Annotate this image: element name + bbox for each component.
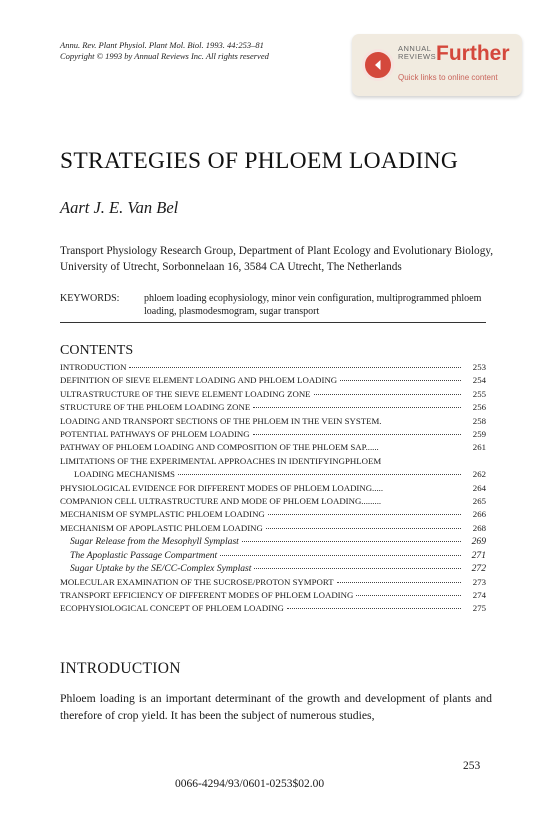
toc-subentry[interactable] (60, 549, 486, 562)
toc-entry-page: 262 (472, 469, 486, 480)
toc-entry[interactable] (60, 388, 486, 401)
toc-entry[interactable] (60, 602, 486, 615)
toc-leader-dots (314, 394, 461, 395)
toc-entry-label: PHYSIOLOGICAL EVIDENCE FOR DIFFERENT MODES OF PHLOEM LOADING..... (60, 482, 384, 493)
badge-annual-text: ANNUAL (398, 44, 432, 53)
toc-entry-page: 253 (472, 362, 486, 372)
article-title: STRATEGIES OF PHLOEM LOADING (60, 148, 459, 174)
page-number: 253 (463, 760, 481, 772)
toc-subentry[interactable] (60, 562, 486, 575)
toc-entry-label: COMPANION CELL ULTRASTRUCTURE AND MODE OF PHLOEM LOADING......... (60, 496, 382, 507)
toc-entry-page: 265 (472, 496, 486, 507)
toc-entry-label: The Apoplastic Passage Compartment (70, 549, 218, 561)
toc-entry-page: 256 (472, 402, 486, 413)
further-reviews-badge[interactable] (352, 34, 522, 96)
toc-entry-label: LOADING MECHANISMS (74, 469, 175, 480)
toc-entry-label: LIMITATIONS OF THE EXPERIMENTAL APPROACHES IN IDENTIFYINGPHLOEM (60, 455, 382, 466)
toc-leader-dots (340, 380, 461, 381)
toc-entry-page: 273 (472, 576, 486, 587)
toc-entry-label: MECHANISM OF APOPLASTIC PHLOEM LOADING (60, 522, 263, 533)
toc-entry-label: Sugar Release from the Mesophyll Symplast (70, 536, 239, 548)
toc-entry-label: PATHWAY OF PHLOEM LOADING AND COMPOSITION OF THE PHLOEM SAP...... (60, 442, 379, 453)
toc-leader-dots (178, 474, 461, 475)
toc-leader-dots (253, 434, 461, 435)
toc-entry-page: 266 (472, 509, 486, 520)
toc-entry[interactable] (60, 508, 486, 521)
toc-entry[interactable] (60, 482, 486, 495)
badge-reviews-text: REVIEWS (398, 52, 437, 61)
toc-entry-page: 255 (472, 388, 486, 399)
table-of-contents (60, 361, 486, 616)
toc-entry-page: 274 (472, 589, 486, 600)
toc-entry-page: 254 (472, 375, 486, 386)
contents-heading: CONTENTS (60, 343, 134, 358)
keywords-block (60, 292, 486, 323)
introduction-body: Phloem loading is an important determinant of the growth and development of plants and therefore of crop yield. It has been the subject of numerous studies, (60, 692, 492, 722)
toc-entry-page: 258 (472, 415, 486, 426)
introduction-heading: INTRODUCTION (60, 660, 181, 677)
toc-entry[interactable] (60, 589, 486, 602)
toc-leader-dots (253, 407, 461, 408)
keywords-label: KEYWORDS: (60, 293, 120, 304)
copyright-line: Copyright © 1993 by Annual Reviews Inc. All rights reserved (60, 51, 269, 61)
toc-entry-page: 275 (472, 603, 486, 614)
toc-entry[interactable] (60, 441, 486, 454)
toc-entry-page: 268 (472, 522, 486, 533)
toc-leader-dots (129, 367, 461, 368)
badge-further-text: Further (436, 42, 510, 65)
toc-leader-dots (254, 568, 461, 569)
toc-entry-label: ULTRASTRUCTURE OF THE SIEVE ELEMENT LOADING ZONE (60, 388, 311, 399)
toc-entry[interactable] (60, 522, 486, 535)
arrow-left-icon (362, 49, 394, 81)
toc-entry[interactable] (60, 428, 486, 441)
keywords-text: phloem loading ecophysiology, minor vein configuration, multiprogrammed phloem loading, plasmodesmogram, sugar transport (144, 293, 482, 317)
toc-entry-page: 272 (471, 563, 486, 575)
author-affiliation: Transport Physiology Research Group, Department of Plant Ecology and Evolutionary Biology, University of Utrecht, Sorbonnelaan 16, 3584 CA Utrecht, The Netherlands (60, 245, 494, 273)
toc-entry-label: INTRODUCTION (60, 362, 127, 372)
toc-leader-dots (266, 528, 461, 529)
toc-entry[interactable] (60, 495, 486, 508)
toc-entry-page: 271 (471, 549, 486, 561)
toc-entry-label: MOLECULAR EXAMINATION OF THE SUCROSE/PROTON SYMPORT (60, 576, 334, 587)
toc-entry[interactable] (60, 576, 486, 589)
article-code: 0066-4294/93/0601-0253$02.00 (175, 778, 325, 790)
toc-entry-page: 269 (471, 536, 486, 548)
toc-leader-dots (287, 608, 461, 609)
toc-entry[interactable] (60, 468, 486, 481)
toc-entry-label: POTENTIAL PATHWAYS OF PHLOEM LOADING (60, 429, 250, 440)
badge-tagline[interactable]: Quick links to online content (398, 73, 498, 82)
toc-entry[interactable] (60, 415, 486, 428)
journal-citation-line: Annu. Rev. Plant Physiol. Plant Mol. Biol. 1993. 44:253–81 (60, 40, 264, 50)
toc-entry-label: Sugar Uptake by the SE/CC-Complex Symplast (70, 563, 252, 575)
badge-annual-reviews-label (398, 45, 436, 61)
toc-entry-label: DEFINITION OF SIEVE ELEMENT LOADING AND PHLOEM LOADING (60, 375, 338, 386)
toc-entry-label: STRUCTURE OF THE PHLOEM LOADING ZONE (60, 402, 251, 413)
toc-leader-dots (220, 555, 461, 556)
toc-entry-label: LOADING AND TRANSPORT SECTIONS OF THE PHLOEM IN THE VEIN SYSTEM. (60, 415, 382, 426)
toc-entry-page: 259 (472, 429, 486, 440)
toc-leader-dots (337, 582, 461, 583)
toc-subentry[interactable] (60, 535, 486, 548)
toc-entry-label: MECHANISM OF SYMPLASTIC PHLOEM LOADING (60, 509, 265, 520)
toc-entry[interactable] (60, 401, 486, 414)
toc-leader-dots (356, 595, 461, 596)
toc-entry[interactable] (60, 455, 486, 468)
toc-entry[interactable] (60, 374, 486, 387)
journal-citation (60, 40, 269, 62)
toc-leader-dots (268, 514, 461, 515)
toc-entry[interactable] (60, 361, 486, 374)
toc-entry-label: TRANSPORT EFFICIENCY OF DIFFERENT MODES OF PHLOEM LOADING (60, 589, 354, 600)
toc-leader-dots (242, 541, 461, 542)
toc-entry-page: 264 (472, 482, 486, 493)
toc-entry-page: 261 (472, 442, 486, 453)
article-author: Aart J. E. Van Bel (60, 198, 179, 217)
toc-entry-label: ECOPHYSIOLOGICAL CONCEPT OF PHLOEM LOADING (60, 603, 284, 614)
